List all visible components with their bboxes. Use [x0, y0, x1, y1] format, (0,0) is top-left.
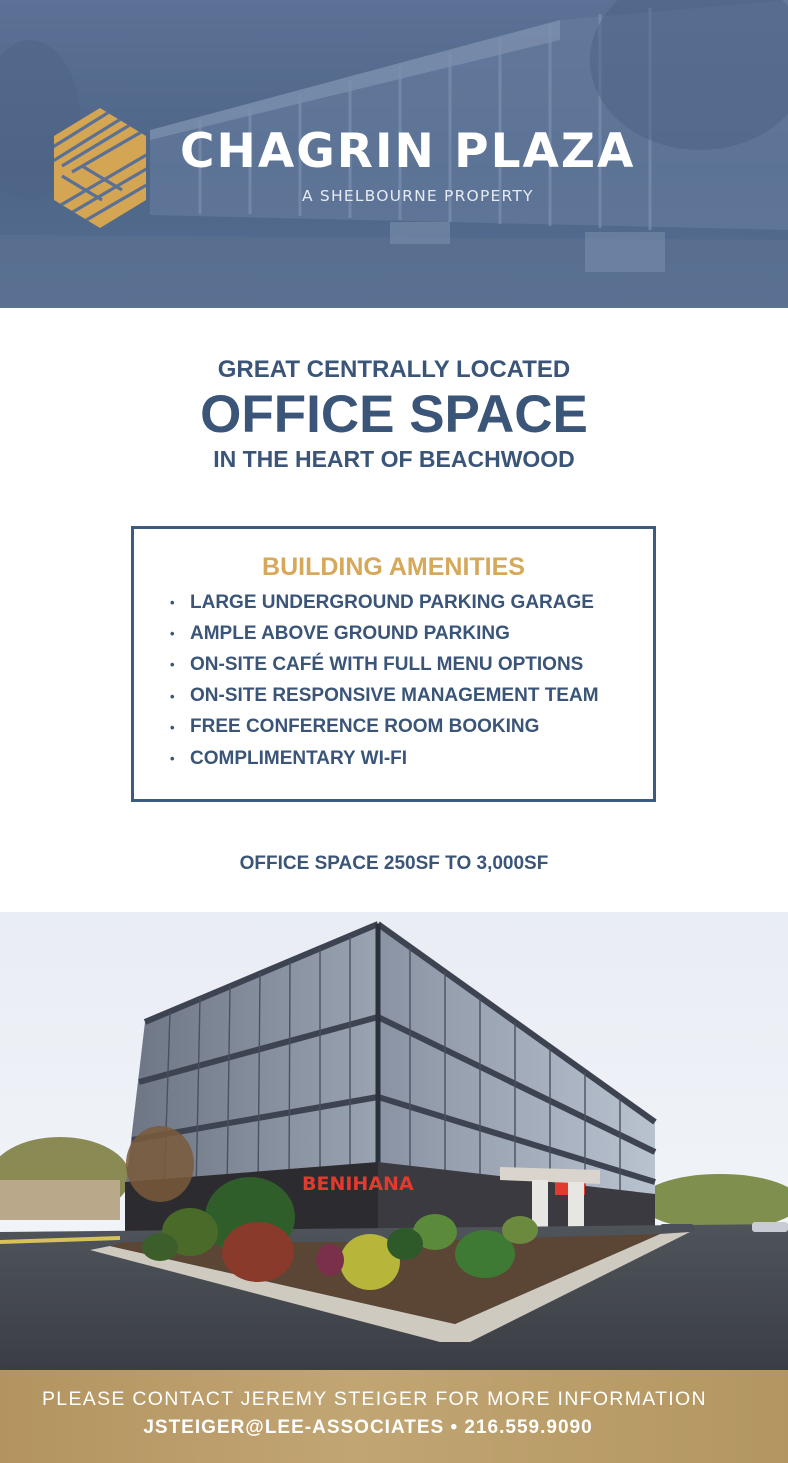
bullet-icon: •	[170, 626, 175, 642]
headline-main: OFFICE SPACE	[200, 385, 588, 444]
bullet-icon: •	[170, 719, 175, 735]
woven-hexagon-logo-icon	[52, 106, 148, 230]
amenity-label: COMPLIMENTARY WI-FI	[190, 747, 408, 769]
amenities-title: BUILDING AMENITIES	[262, 553, 525, 581]
hero-banner	[0, 0, 788, 308]
list-item	[170, 587, 599, 618]
list-item	[170, 743, 599, 774]
restaurant-sign: BENIHANA	[302, 1173, 414, 1195]
headline-bottom: IN THE HEART OF BEACHWOOD	[213, 446, 575, 472]
amenity-label: ON-SITE CAFÉ WITH FULL MENU OPTIONS	[190, 653, 584, 675]
bullet-icon: •	[170, 657, 175, 673]
list-item	[170, 712, 599, 743]
list-item	[170, 681, 599, 712]
building-photo-illustration	[0, 912, 788, 1370]
amenities-box	[131, 526, 656, 802]
headline-top: GREAT CENTRALLY LOCATED	[217, 356, 571, 383]
office-size-range: OFFICE SPACE 250SF TO 3,000SF	[239, 853, 549, 874]
amenity-label: AMPLE ABOVE GROUND PARKING	[190, 622, 510, 644]
list-item	[170, 618, 599, 649]
bullet-icon: •	[170, 595, 175, 611]
property-title: CHAGRIN PLAZA	[180, 124, 636, 179]
amenity-label: ON-SITE RESPONSIVE MANAGEMENT TEAM	[190, 685, 599, 707]
property-subtitle: A SHELBOURNE PROPERTY	[302, 187, 534, 205]
building-photo	[0, 912, 788, 1370]
bullet-icon: •	[170, 751, 175, 767]
contact-line: PLEASE CONTACT JEREMY STEIGER FOR MORE INFORMATION	[42, 1388, 707, 1410]
amenities-list	[170, 587, 599, 774]
contact-footer	[0, 1370, 788, 1463]
amenity-label: FREE CONFERENCE ROOM BOOKING	[190, 716, 540, 738]
amenity-label: LARGE UNDERGROUND PARKING GARAGE	[190, 591, 594, 613]
list-item	[170, 649, 599, 680]
bullet-icon: •	[170, 688, 175, 704]
contact-details: JSTEIGER@LEE-ASSOCIATES • 216.559.9090	[143, 1417, 593, 1438]
